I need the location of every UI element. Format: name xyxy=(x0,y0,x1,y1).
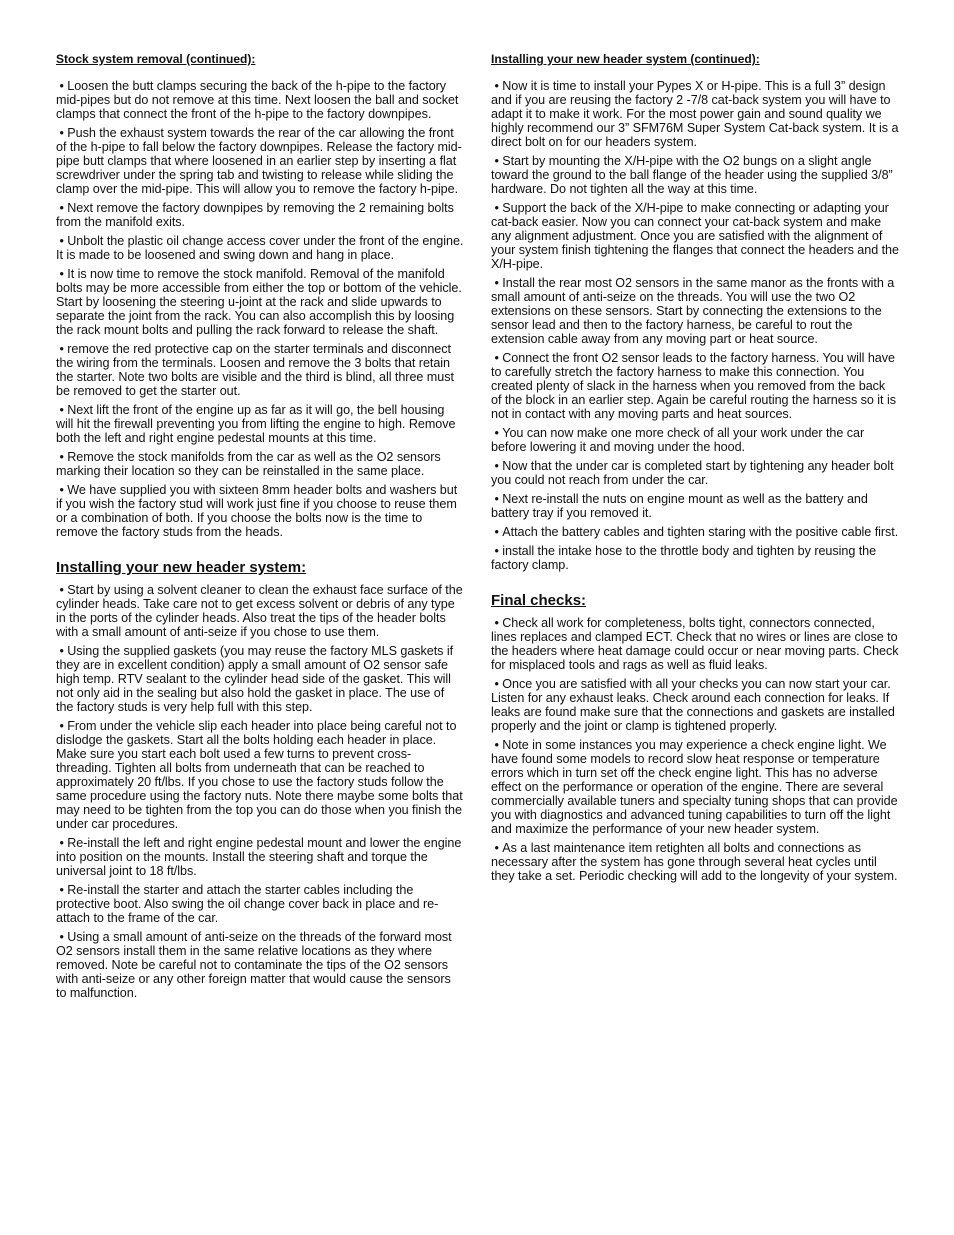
list-item: • Using a small amount of anti-seize on the threads of the forward most O2 sensors install them in the same relative locations as they where removed. Note be careful not to contaminate the tips of the O2 sensors with anti-seize or any other foreign matter that would cause the sensors to malfunction. xyxy=(56,930,464,1000)
list-item: • Re-install the starter and attach the starter cables including the protective boot. Also swing the oil change cover back in place and re-attach to the frame of the car. xyxy=(56,883,464,925)
list-item: • We have supplied you with sixteen 8mm header bolts and washers but if you wish the factory stud will work just fine if you choose to reuse them or a combination of both. If you choose the bolts now is the time to remove the factory studs from the heads. xyxy=(56,483,464,539)
list-item: • Attach the battery cables and tighten staring with the positive cable first. xyxy=(491,525,899,539)
list-item: • From under the vehicle slip each header into place being careful not to dislodge the gaskets. Start all the bolts holding each header in place. Make sure you start each bolt used a few turns to prevent cross-threading. Tighten all bolts from underneath that can be reached to approximately 20 ft/lbs. If you chose to use the factory studs follow the same procedure using the factory nuts. Note there maybe some bolts that may need to be tighten from the top you can do those when you finish the under car procedures. xyxy=(56,719,464,831)
list-item: • Note in some instances you may experience a check engine light. We have found some models to record slow heat response or temperature errors which in turn set off the check engine light. This has no adverse effect on the performance or operation of the engine. There are several commercially available tuners and specialty tuning shops that can provide you with diagnostics and advanced tuning capabilities to turn off the light and maximize the performance of your new header system. xyxy=(491,738,899,836)
right-column xyxy=(491,52,899,888)
section-title: Stock system removal (continued): xyxy=(56,52,256,66)
section-title: Final checks: xyxy=(491,592,587,609)
list-item: • Once you are satisfied with all your checks you can now start your car. Listen for any exhaust leaks. Check around each connection for leaks. If leaks are found make sure that the connections and gaskets are installed properly and the joint or clamp is tightened properly. xyxy=(491,677,899,733)
section-install-header-continued xyxy=(491,52,899,572)
list-item: • As a last maintenance item retighten all bolts and connections as necessary after the system has gone through several heat cycles until they take a set. Periodic checking will add to the longevity of your system. xyxy=(491,841,899,883)
list-item: • It is now time to remove the stock manifold. Removal of the manifold bolts may be more accessible from either the top or bottom of the vehicle. Start by loosening the steering u-joint at the rack and slide upwards to separate the joint from the rack. You can also accomplish this by loosing the rack mount bolts and pulling the rack forward to release the shaft. xyxy=(56,267,464,337)
left-column xyxy=(56,52,464,1005)
list-item: • Install the rear most O2 sensors in the same manor as the fronts with a small amount of anti-seize on the threads. You will use the two O2 extensions on these sensors. Start by connecting the extensions to the sensor lead and then to the factory harness, be careful to rout the extension cable away from any moving part or heat source. xyxy=(491,276,899,346)
section-final-checks xyxy=(491,592,899,883)
list-item: • You can now make one more check of all your work under the car before lowering it and moving under the hood. xyxy=(491,426,899,454)
list-item: • Remove the stock manifolds from the car as well as the O2 sensors marking their location so they can be reinstalled in the same place. xyxy=(56,450,464,478)
list-item: • Using the supplied gaskets (you may reuse the factory MLS gaskets if they are in excellent condition) apply a small amount of O2 sensor safe high temp. RTV sealant to the cylinder head side of the gasket. This will not only aid in the sealing but also hold the gasket in place. The use of the factory studs is very help full with this step. xyxy=(56,644,464,714)
list-item: • Now that the under car is completed start by tightening any header bolt you could not reach from under the car. xyxy=(491,459,899,487)
list-item: • Now it is time to install your Pypes X or H-pipe. This is a full 3” design and if you are reusing the factory 2 -7/8 cat-back system you will have to adapt it to make it work. For the most power gain and sound quality we highly recommend our 3” SFM76M Super System Cat-back system. It is a direct bolt on for our headers system. xyxy=(491,79,899,149)
list-item: • Connect the front O2 sensor leads to the factory harness. You will have to carefully stretch the factory harness to make this connection. You created plenty of slack in the harness when you removed from the back of the block in an earlier step. Again be careful routing the harness so it is not in contact with any moving parts and heat sources. xyxy=(491,351,899,421)
section-title: Installing your new header system (continued): xyxy=(491,52,760,66)
list-item: • Next re-install the nuts on engine mount as well as the battery and battery tray if you removed it. xyxy=(491,492,899,520)
list-item: • Re-install the left and right engine pedestal mount and lower the engine into position on the mounts. Install the steering shaft and torque the universal joint to 18 ft/lbs. xyxy=(56,836,464,878)
list-item: • Next remove the factory downpipes by removing the 2 remaining bolts from the manifold exits. xyxy=(56,201,464,229)
list-item: • Unbolt the plastic oil change access cover under the front of the engine. It is made to be loosened and swing down and hang in place. xyxy=(56,234,464,262)
list-item: • install the intake hose to the throttle body and tighten by reusing the factory clamp. xyxy=(491,544,899,572)
list-item: • Check all work for completeness, bolts tight, connectors connected, lines replaces and clamped ECT. Check that no wires or lines are close to the headers where heat damage could occur or near moving parts. Check for misplaced tools and rags as well as fluid leaks. xyxy=(491,616,899,672)
list-item: • Next lift the front of the engine up as far as it will go, the bell housing will hit the firewall preventing you from lifting the engine to high. Remove both the left and right engine pedestal mounts at this time. xyxy=(56,403,464,445)
list-item: • Support the back of the X/H-pipe to make connecting or adapting your cat-back easier. Now you can connect your cat-back system and make any alignment adjustment. Once you are satisfied with the alignment of your system finish tightening the flanges that connect the headers and the X/H-pipe. xyxy=(491,201,899,271)
section-title: Installing your new header system: xyxy=(56,559,307,576)
section-stock-removal xyxy=(56,52,464,539)
list-item: • remove the red protective cap on the starter terminals and disconnect the wiring from the terminals. Loosen and remove the 3 bolts that retain the starter. Note two bolts are visible and the third is blind, all three must be removed to get the starter out. xyxy=(56,342,464,398)
list-item: • Push the exhaust system towards the rear of the car allowing the front of the h-pipe to fall below the factory downpipes. Release the factory mid-pipe butt clamps that where loosened in an earlier step by inserting a flat screwdriver under the spring tab and twisting to release while sliding the clamp over the mid-pipe. This will allow you to remove the factory h-pipe. xyxy=(56,126,464,196)
section-install-header xyxy=(56,559,464,1000)
list-item: • Start by using a solvent cleaner to clean the exhaust face surface of the cylinder heads. Take care not to get excess solvent or debris of any type in the ports of the cylinder heads. Also treat the tips of the header bolts with a small amount of anti-seize if you chose to use them. xyxy=(56,583,464,639)
list-item: • Loosen the butt clamps securing the back of the h-pipe to the factory mid-pipes but do not remove at this time. Next loosen the ball and socket clamps that connect the front of the h-pipe to the factory downpipes. xyxy=(56,79,464,121)
list-item: • Start by mounting the X/H-pipe with the O2 bungs on a slight angle toward the ground to the ball flange of the header using the supplied 3/8” hardware. Do not tighten all the way at this time. xyxy=(491,154,899,196)
